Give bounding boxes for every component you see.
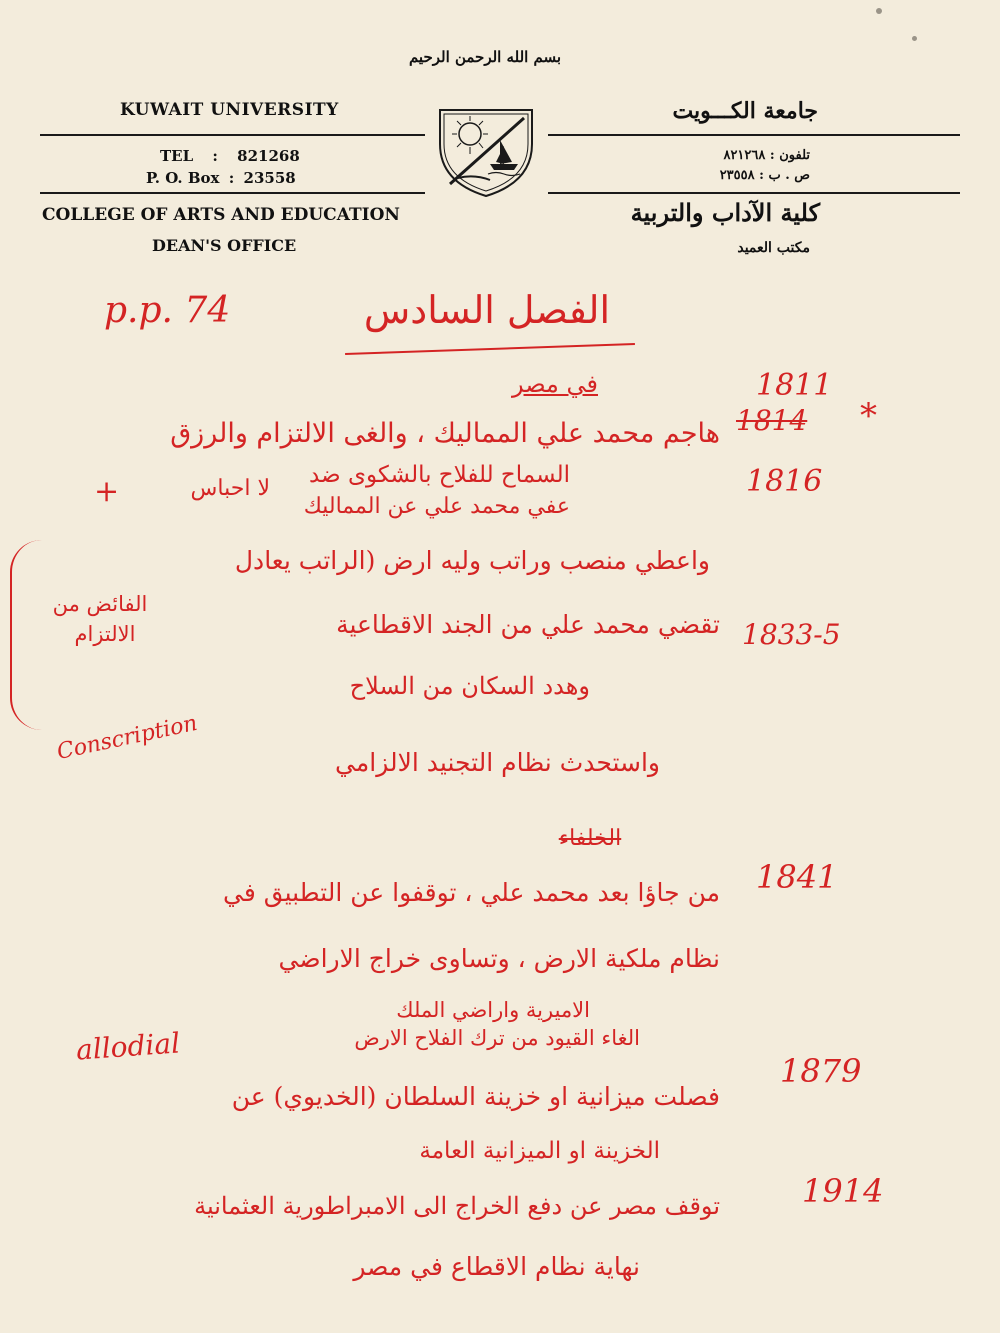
year-1811: 1811 (756, 368, 833, 403)
note-1841-a: من جاؤا بعد محمد علي ، توقفوا عن التطبيق في (223, 878, 720, 907)
college-name-ar: كلية الآداب والتربية (630, 198, 820, 227)
note-1816-c: عفي محمد علي عن المماليك (303, 494, 570, 519)
struck-word: الخلفاء (558, 826, 622, 851)
paper-mark (912, 36, 917, 41)
side-note-2: الالتزام (74, 622, 136, 646)
note-1914-b: نهاية نظام الاقطاع في مصر (353, 1252, 640, 1281)
header-rule-bottom (40, 192, 425, 194)
note-1811: هاجم محمد علي المماليك ، والغى الالتزام والرزق (170, 418, 720, 449)
word-allodial: allodial (74, 1026, 182, 1067)
star-mark: * (860, 396, 877, 436)
note-1879-b: الخزينة او الميزانية العامة (419, 1138, 660, 1164)
word-conscription: Conscription (54, 710, 200, 765)
note-1816-b: لا احباس (190, 476, 270, 501)
note-1841-d: الغاء القيود من ترك الفلاح الارض (354, 1026, 640, 1050)
year-1816: 1816 (746, 464, 823, 499)
note-1816-a: السماح للفلاح بالشكوى ضد (309, 462, 570, 488)
tel-value: 821268 (237, 147, 300, 165)
pobox-line-en: P. O. Box : 23558 (146, 169, 296, 187)
phone-line-en: TEL : 821268 (160, 147, 300, 165)
pobox-value: 23558 (243, 169, 296, 187)
header-rule-top (40, 134, 425, 136)
year-struck: 1814 (736, 404, 808, 437)
plus-mark: + (94, 474, 120, 509)
university-emblem (430, 104, 542, 198)
office-name-ar: مكتب العميد (737, 240, 810, 256)
paper-mark (876, 8, 882, 14)
note-official: واعطي منصب وراتب وليه ارض (الراتب يعادل (234, 546, 710, 575)
header-rule-bottom-right (548, 192, 960, 194)
title-underline (345, 343, 635, 355)
note-1833-a: تقضي محمد علي من الجند الاقطاعية (336, 610, 720, 639)
university-name-ar: جامعة الكـــويت (672, 98, 818, 124)
university-name-en: KUWAIT UNIVERSITY (120, 100, 339, 120)
phone-line-ar: تلفون : ٨٢١٢٦٨ (723, 148, 810, 163)
side-note-1: الفائض من (52, 592, 148, 616)
note-1841-b: نظام ملكية الارض ، وتساوى خراج الاراضي (278, 944, 720, 973)
basmala: بسم الله الرحمن الرحيم (408, 48, 562, 66)
chapter-title: الفصل السادس (363, 288, 610, 332)
side-bracket (10, 540, 42, 730)
year-1841: 1841 (756, 858, 838, 896)
note-1833-b: وهدد السكان من السلاح (349, 672, 590, 700)
note-1914-a: توقف مصر عن دفع الخراج الى الامبراطورية العثمانية (194, 1192, 720, 1220)
year-1879: 1879 (780, 1052, 862, 1090)
pobox-line-ar: ص . ب : ٢٣٥٥٨ (719, 168, 810, 183)
pobox-label: P. O. Box (146, 169, 220, 187)
page-reference: p.p. 74 (104, 290, 231, 331)
note-1841-c: الاميرية واراضي الملك (396, 998, 590, 1022)
office-name-en: DEAN'S OFFICE (152, 236, 297, 255)
note-1879-a: فصلت ميزانية او خزينة السلطان (الخديوي) عن (231, 1082, 720, 1111)
year-1914: 1914 (802, 1172, 884, 1210)
year-1833: 1833-5 (742, 618, 841, 651)
subheading: في مصر (511, 370, 598, 398)
tel-label: TEL (160, 147, 194, 165)
header-rule-top-right (548, 134, 960, 136)
note-1833-c: واستحدث نظام التجنيد الالزامي (335, 748, 660, 777)
college-name-en: COLLEGE OF ARTS AND EDUCATION (42, 205, 400, 225)
